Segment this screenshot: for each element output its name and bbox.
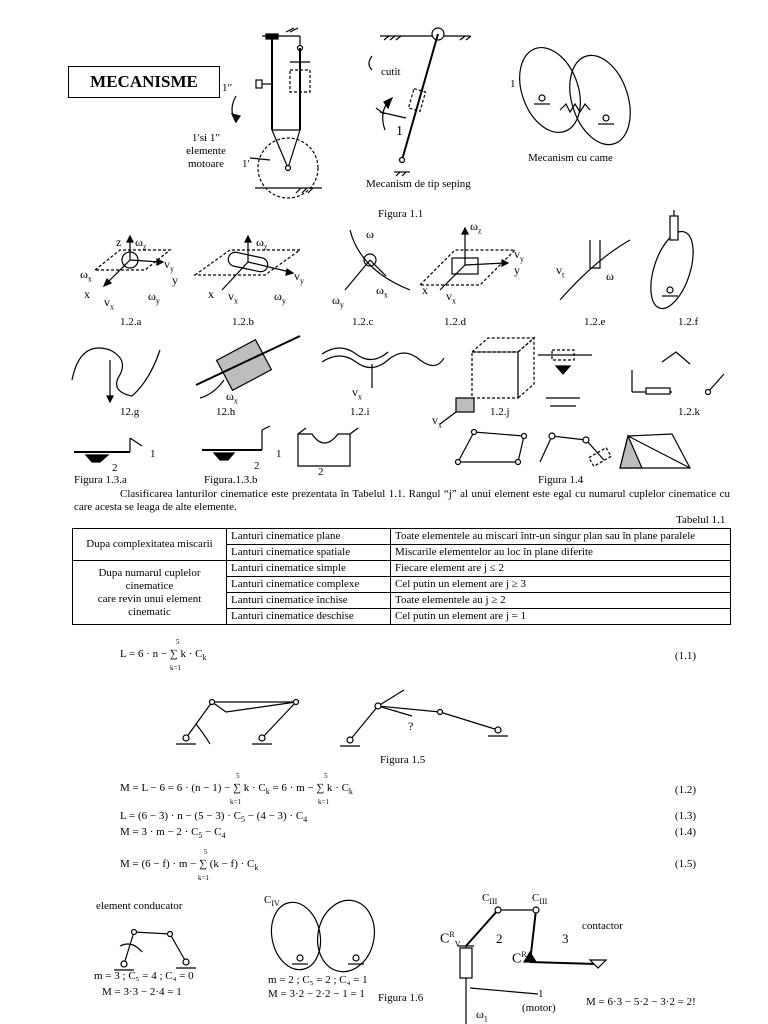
table-group-couples-line: care revin unui element: [97, 592, 202, 605]
sym-d-x: x: [422, 283, 428, 297]
equation-1-4: $M = 3 \cdot m - 2 \cdot C_5 - C_4$: [120, 826, 226, 841]
equation-1-4-number: (1.4): [674, 826, 696, 838]
equation-1-1-number: (1.1): [674, 650, 696, 662]
label-element-conducator: element conducator: [96, 900, 183, 912]
sym-a-omega-x: $\omega_x$: [80, 267, 92, 284]
table-cell-desc: Miscarile elementelor au loc în plane diferite: [391, 545, 731, 561]
equation-1-2: M = L − 6 = 6 · (n − 1) − ∑ $k \cdot C_k = 6 \cdot m$ − ∑ $k \cdot C_k$: [120, 782, 353, 797]
sym-b-vx: $v_x$: [228, 289, 238, 306]
label-c-iii-a: $C_{III}$: [482, 892, 498, 907]
label-cam-one: 1: [510, 78, 516, 90]
label-motor-note-2: elemente: [186, 145, 226, 157]
caption-1-2-f: 1.2.f: [678, 316, 699, 328]
fig-1-6-left-line-1: m = 3 ; C₅ = 4 ; C₄ = 0: [94, 970, 194, 982]
caption-1-2-j: 1.2.j: [490, 406, 510, 418]
caption-1-2-e: 1.2.e: [584, 316, 606, 328]
label-1-3b-one: 1: [276, 448, 282, 460]
sym-b-omega-z: $\omega_z$: [256, 235, 268, 252]
shaper-caption: Mecanism de tip seping: [366, 178, 471, 190]
table-group-couples-line: cinematice: [125, 579, 174, 592]
caption-1-2-a: 1.2.a: [120, 316, 142, 328]
label-motor: (motor): [522, 1002, 556, 1014]
sym-d-y: y: [514, 263, 520, 277]
table-cell-desc: Cel putin un element are j = 1: [391, 609, 731, 625]
sym-e-vt: $v_t$: [556, 263, 565, 280]
label-one-prime: 1′: [242, 158, 250, 170]
label-motor-note-3: motoare: [187, 158, 225, 170]
sym-a-z: z: [116, 235, 122, 249]
table-cell-desc: Cel putin un element are j ≥ 3: [391, 577, 731, 593]
sym-a-vy: $v_y$: [164, 257, 174, 274]
sym-a-x: x: [84, 287, 90, 301]
figure-1-6-caption: Figura 1.6: [378, 992, 424, 1004]
sum-lower-1: k=1: [170, 664, 181, 672]
caption-1-2-i: 1.2.i: [350, 406, 370, 418]
sym-i-vx: $v_x$: [352, 385, 362, 402]
sym-d-vx: $v_x$: [446, 289, 456, 306]
table-cell-name: Lanturi cinematice spatiale: [227, 545, 391, 561]
figure-1-5-question: ?: [408, 719, 414, 733]
fig-1-3-and-1-4: [74, 426, 690, 468]
sym-d-vy: $v_y$: [514, 247, 524, 264]
sym-d-omega-z: $\omega_z$: [470, 219, 482, 236]
fig-1-6-mid-line-2: M = 3·2 − 2·2 − 1 = 1: [268, 988, 365, 1000]
fig-1-1-linkage-mechanism: [232, 28, 322, 198]
sym-c-omega-x: $\omega_x$: [376, 283, 388, 300]
table-1-1: [72, 528, 731, 625]
label-one-double-prime: 1′′: [222, 82, 233, 94]
equation-1-3-number: (1.3): [674, 810, 696, 822]
sum-upper-5: 5: [204, 848, 208, 856]
caption-1-2-k: 1.2.k: [678, 406, 700, 418]
label-c-r: $C^R$: [512, 950, 527, 967]
caption-1-2-h: 12.h: [216, 406, 236, 418]
classification-paragraph: Clasificarea lanturilor cinematice este prezentata în Tabelul 1.1. Rangul “j” al unui element este egal cu numarul cuplelor cinematice cu care acesta se leaga de alte elemente.: [74, 488, 730, 513]
fig-1-6-left-line-2: M = 3·3 − 2·4 = 1: [102, 986, 182, 998]
fig-1-1-shaper-mechanism: [369, 28, 471, 176]
table-group-complexity: Dupa complexitatea miscarii: [73, 529, 227, 561]
equation-1-2-number: (1.2): [674, 784, 696, 796]
table-group-couples-line: cinematic: [128, 605, 171, 618]
page-title: MECANISME: [68, 66, 220, 98]
caption-1-2-c: 1.2.c: [352, 316, 374, 328]
equation-1-3: $L = (6 - 3) \cdot n - (5 - 3) \cdot C_5 - (4 - 3) \cdot C_4$: [120, 810, 308, 825]
caption-1-2-d: 1.2.d: [444, 316, 466, 328]
caption-1-2-b: 1.2.b: [232, 316, 254, 328]
label-1-3b-two-block: 2: [318, 466, 324, 478]
sym-a-vx: $v_x$: [104, 295, 114, 312]
sum-upper-1: 5: [176, 638, 180, 646]
label-cutit: cutit: [381, 66, 401, 78]
cam-caption: Mecanism cu came: [528, 152, 613, 164]
label-three: 3: [562, 931, 569, 946]
fig-1-1-cam-mechanism: [509, 39, 641, 152]
sym-j-vx: $v_x$: [432, 413, 442, 430]
caption-1-2-g: 12.g: [120, 406, 140, 418]
equation-1-5-number: (1.5): [674, 858, 696, 870]
sym-h-omega-x: $\omega_x$: [226, 389, 238, 406]
sum-lower-2b: k=1: [318, 798, 329, 806]
sum-upper-2a: 5: [236, 772, 240, 780]
table-row: [73, 529, 731, 545]
label-motor-note-1: 1′si 1′′: [191, 132, 221, 144]
fig-1-6-right-formula: M = 6·3 − 5·2 − 3·2 = 2!: [586, 996, 696, 1008]
table-group-couples: [73, 561, 227, 625]
table-cell-name: Lanturi cinematice complexe: [227, 577, 391, 593]
sum-lower-2a: k=1: [230, 798, 241, 806]
table-cell-desc: Toate elementele au j ≥ 2: [391, 593, 731, 609]
caption-1-4: Figura 1.4: [538, 474, 584, 486]
sym-e-omega: ω: [606, 269, 614, 283]
figure-1-5-caption: Figura 1.5: [380, 754, 426, 766]
sum-lower-5: k=1: [198, 874, 209, 882]
figure-1-1-caption: Figura 1.1: [378, 208, 424, 220]
label-c-v: $C^R_V$: [440, 930, 461, 949]
table-cell-name: Lanturi cinematice simple: [227, 561, 391, 577]
label-1-3b-two: 2: [254, 460, 260, 472]
table-cell-name: Lanturi cinematice deschise: [227, 609, 391, 625]
fig-1-2-row-1: [95, 210, 701, 314]
label-1-3a-two: 2: [112, 462, 118, 474]
label-1-3a-one: 1: [150, 448, 156, 460]
caption-1-3-a: Figura 1.3.a: [74, 474, 127, 486]
label-c-iii-b: $C_{III}$: [532, 892, 548, 907]
equation-1-1: L = 6 · n − ∑ $k \cdot C_k$: [120, 648, 207, 663]
label-one-motor: 1: [538, 988, 544, 1000]
table-cell-desc: Toate elementele au miscari într-un singur plan sau în plane paralele: [391, 529, 731, 545]
table-cell-name: Lanturi cinematice plane: [227, 529, 391, 545]
sym-a-y: y: [172, 273, 178, 287]
sym-a-omega-y: $\omega_y$: [148, 289, 160, 306]
table-cell-desc: Fiecare element are j ≤ 2: [391, 561, 731, 577]
sum-upper-2b: 5: [324, 772, 328, 780]
label-omega-1: $\omega_1$: [476, 1007, 488, 1024]
fig-1-5-linkages: [176, 690, 508, 746]
sym-c-omega: ω: [366, 227, 374, 241]
table-cell-name: Lanturi cinematice închise: [227, 593, 391, 609]
table-row: [73, 561, 731, 577]
sym-b-x: x: [208, 287, 214, 301]
sym-c-omega-y: $\omega_y$: [332, 293, 344, 310]
fig-1-2-row-2: [72, 336, 724, 424]
sym-b-vy: $v_y$: [294, 269, 304, 286]
label-two: 2: [496, 931, 503, 946]
sym-b-omega-y: $\omega_y$: [274, 289, 286, 306]
equation-1-5: M = (6 − f) · m − ∑ $(k - f) \cdot C_k$: [120, 858, 259, 873]
sym-a-omega-z: $\omega_z$: [135, 235, 147, 252]
table-group-couples-line: Dupa numarul cuplelor: [98, 566, 201, 579]
caption-1-3-b: Figura.1.3.b: [204, 474, 258, 486]
label-contactor: contactor: [582, 920, 623, 932]
label-shaper-one: 1: [396, 124, 403, 139]
table-1-1-caption: Tabelul 1.1: [676, 514, 726, 526]
label-c-iv: $C_{IV}$: [264, 894, 280, 909]
fig-1-6-mid-line-1: m = 2 ; C₅ = 2 ; C₄ = 1: [268, 974, 368, 986]
